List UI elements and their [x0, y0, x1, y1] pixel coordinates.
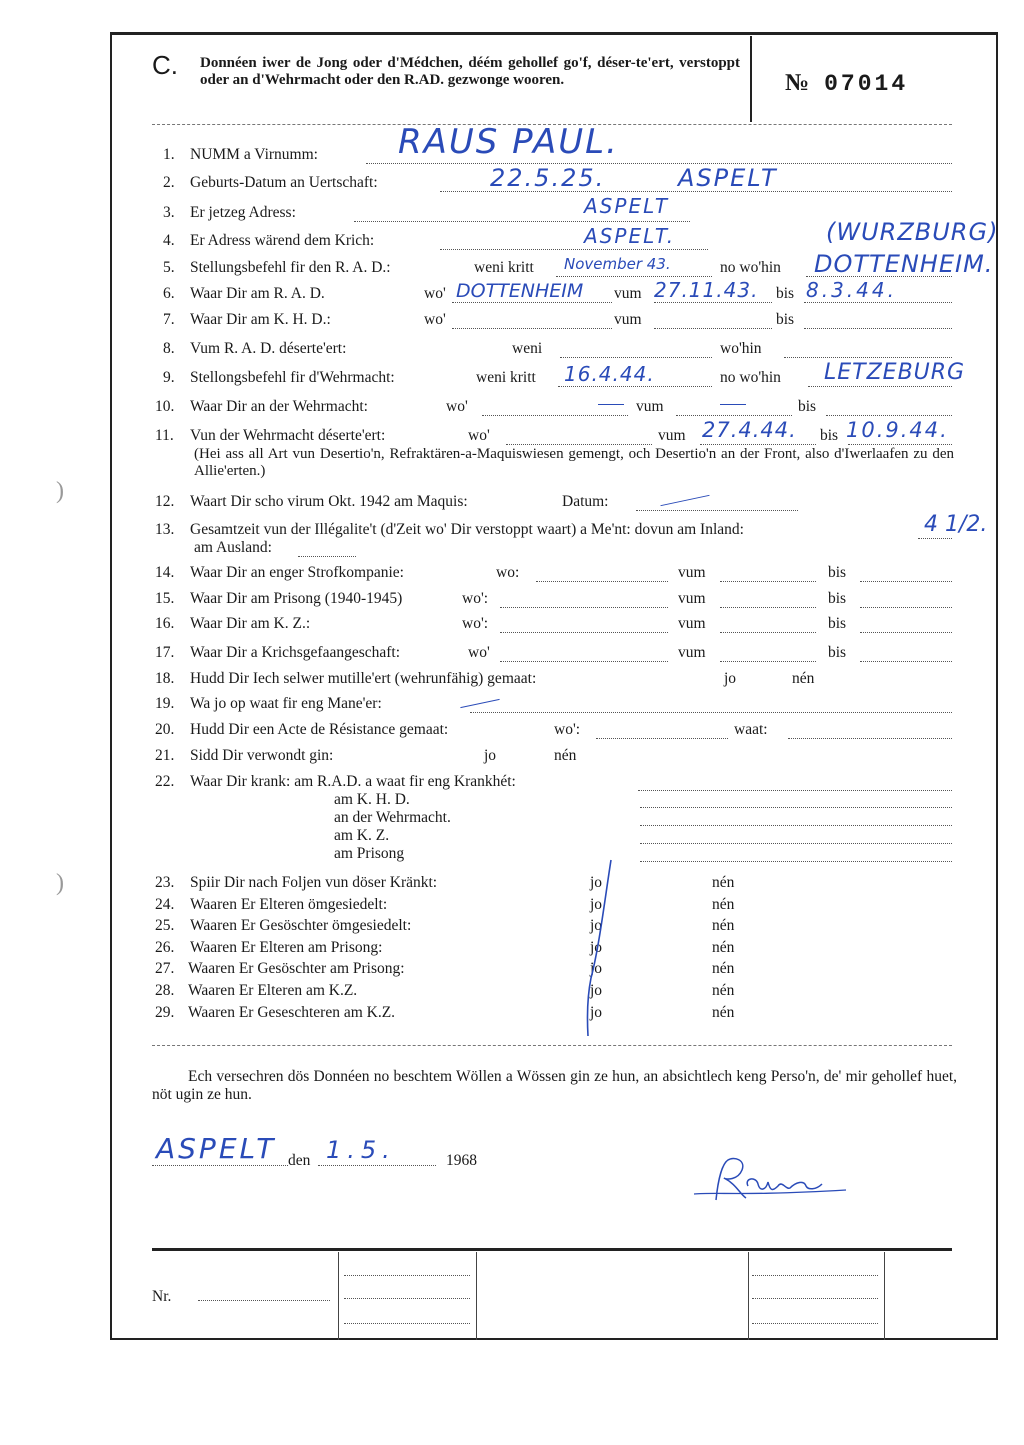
item-label: Er jetzeg Adress:: [190, 204, 296, 221]
item-number: 27.: [155, 960, 175, 977]
fill-line: [560, 357, 712, 358]
hw-address-war-extra: (WURZBURG): [826, 218, 999, 246]
footer-cell-line: [752, 1323, 878, 1324]
fill-line: [804, 302, 952, 303]
section-letter: C.: [152, 50, 178, 80]
item-label: Waar Dir a Krichsgefaangeschaft:: [190, 644, 401, 661]
nr-field: [198, 1300, 330, 1301]
item-number: 26.: [155, 939, 175, 956]
fill-line: [860, 607, 952, 608]
item-number: 14.: [155, 564, 175, 581]
fill-line: [596, 738, 728, 739]
fill-line: [700, 444, 816, 445]
item-number: 23.: [155, 874, 175, 891]
form-number: [785, 70, 908, 97]
item-mid2: vum: [658, 427, 686, 444]
footer-table: [338, 1252, 895, 1340]
item-mid1: weni: [512, 340, 543, 357]
item-mid1: jo: [590, 1004, 603, 1021]
item-number: 8.: [163, 340, 175, 357]
item-mid2: nén: [712, 960, 735, 977]
item-label: Waaren Er Geseschteren am K.Z.: [188, 1004, 396, 1021]
fill-line: [654, 302, 772, 303]
fill-line: [556, 276, 712, 277]
fill-line: [482, 415, 628, 416]
item-label: Waaren Er Elteren ömgesiedelt:: [190, 896, 388, 913]
item-label: Spiir Dir nach Foljen vun döser Kränkt:: [190, 874, 438, 891]
fill-line: [354, 221, 690, 222]
item-number: 16.: [155, 615, 175, 632]
item-mid2: nén: [792, 670, 815, 687]
item-mid3: bis: [798, 398, 817, 415]
fill-line: [918, 538, 952, 539]
footer-cell-line: [344, 1275, 470, 1276]
item-number: 3.: [163, 204, 175, 221]
fill-line: [640, 825, 952, 826]
item-label: Vun der Wehrmacht déserte'ert:: [190, 427, 386, 444]
place-field: [152, 1165, 288, 1166]
item-label: Waar Dir an der Wehrmacht:: [190, 398, 368, 415]
den-label: den: [288, 1152, 311, 1169]
fill-line: [638, 790, 952, 791]
fill-line: [636, 510, 798, 511]
footer-cell-line: [344, 1298, 470, 1299]
item-mid3: bis: [776, 285, 795, 302]
item-mid1: wo': [424, 311, 446, 328]
item-sublabel: am K. Z.: [334, 827, 390, 844]
item-number: 10.: [155, 398, 175, 415]
fill-line: [500, 661, 668, 662]
item-mid1: Datum:: [562, 493, 609, 510]
item-mid1: jo: [590, 874, 603, 891]
hw-date: 1.5.: [326, 1136, 396, 1164]
item-number: 17.: [155, 644, 175, 661]
hw-rad-order-place: DOTTENHEIM.: [814, 250, 994, 278]
item-mid2: nén: [712, 917, 735, 934]
year: 1968: [446, 1152, 477, 1169]
hw-desert-from: 27.4.44.: [702, 418, 797, 442]
fill-line: [826, 415, 952, 416]
item-label: Vum R. A. D. déserte'ert:: [190, 340, 347, 357]
item-mid1: wo':: [462, 615, 489, 632]
hw-wehrmacht-order-date: 16.4.44.: [564, 362, 655, 386]
item-number: 1.: [163, 146, 175, 163]
item-mid1: wo':: [554, 721, 581, 738]
item-mid1: jo: [590, 917, 603, 934]
item-number: 22.: [155, 773, 175, 790]
hw-address-war: ASPELT.: [584, 224, 676, 248]
item-mid2: vum: [678, 644, 706, 661]
item-mid2: vum: [636, 398, 664, 415]
item-number: 5.: [163, 259, 175, 276]
item-number: 21.: [155, 747, 175, 764]
item-number: 18.: [155, 670, 175, 687]
item-mid3: bis: [820, 427, 839, 444]
item-mid2: nén: [712, 896, 735, 913]
item-mid2: wo'hin: [720, 340, 762, 357]
item-mid2: nén: [712, 939, 735, 956]
hw-rad-from: 27.11.43.: [654, 278, 759, 302]
fill-line: [804, 328, 952, 329]
footer-cell-line: [752, 1298, 878, 1299]
item-mid1: jo: [724, 670, 737, 687]
item-label: Geburts-Datum an Uertschaft:: [190, 174, 378, 191]
item-number: 19.: [155, 695, 175, 712]
fill-line: [720, 632, 816, 633]
declaration-text: Ech versechren dös Donnéen no beschtem Wöllen a Wössen gin ze hun, an absichtlech keng Perso'n, de' mir gehollef huet, nöt ugin ze hun.: [152, 1068, 957, 1103]
fill-line: [536, 581, 668, 582]
item-mid3: bis: [776, 311, 795, 328]
item-mid2: vum: [678, 615, 706, 632]
fill-line: [640, 807, 952, 808]
item-number: 28.: [155, 982, 175, 999]
nr-label: Nr.: [152, 1288, 172, 1305]
item-mid1: jo: [590, 982, 603, 999]
item-mid3: bis: [828, 590, 847, 607]
date-field: [318, 1165, 436, 1166]
signature: [686, 1150, 856, 1215]
item-number: 15.: [155, 590, 175, 607]
item-number: 13.: [155, 521, 175, 538]
item-mid1: weni kritt: [474, 259, 534, 276]
fill-line: [452, 302, 612, 303]
item-mid1: wo': [424, 285, 446, 302]
item-label: Wa jo op waat fir eng Mane'er:: [190, 695, 382, 712]
footer-rule: [152, 1248, 952, 1251]
item-mid2: vum: [678, 564, 706, 581]
fill-line: [676, 415, 792, 416]
fill-line: [720, 581, 816, 582]
hw-desert-to: 10.9.44.: [846, 418, 949, 442]
item-mid2: vum: [614, 311, 642, 328]
fill-line: [440, 249, 708, 250]
item-mid1: jo: [484, 747, 497, 764]
item-mid3: bis: [828, 615, 847, 632]
desertion-note: (Hei ass all Art vun Desertio'n, Refraktären-a-Maquiswiesen gemengt, och Desertio'n an der Front, also d'Iwerlaafen zu den Allie'erten.): [194, 446, 954, 479]
item-label: Gesamtzeit vun der Illégalite't (d'Zeit wo' Dir verstoppt waart) a Me'nt: dovun am Inland:: [190, 521, 744, 538]
item-label: Waaren Er Elteren am K.Z.: [188, 982, 358, 999]
fill-line: [640, 843, 952, 844]
item-label: Waar Dir an enger Strofkompanie:: [190, 564, 404, 581]
fill-line: [788, 738, 952, 739]
item-mid1: wo': [468, 644, 490, 661]
fill-line: [558, 386, 712, 387]
fill-line: [640, 861, 952, 862]
hw-name: RAUS PAUL.: [398, 122, 619, 162]
hw-vertical-stroke: [583, 858, 613, 1038]
item-mid1: wo': [468, 427, 490, 444]
item-sublabel: am Prisong: [334, 845, 405, 862]
item-number: 25.: [155, 917, 175, 934]
item-label: NUMM a Virnumm:: [190, 146, 318, 163]
footer-cell-line: [344, 1323, 470, 1324]
header-divider: [750, 36, 752, 122]
item-mid2: vum: [614, 285, 642, 302]
item-label: Hudd Dir een Acte de Résistance gemaat:: [190, 721, 449, 738]
fill-line: [860, 632, 952, 633]
item-label: Waaren Er Gesöschter am Prisong:: [188, 960, 405, 977]
item-mid1: jo: [590, 939, 603, 956]
item-number: 7.: [163, 311, 175, 328]
item-mid2: nén: [712, 874, 735, 891]
fill-line: [470, 712, 952, 713]
item-mid1: jo: [590, 896, 603, 913]
punch-hole: ): [56, 870, 64, 896]
item-number: 2.: [163, 174, 175, 191]
item-label: Waaren Er Elteren am Prisong:: [190, 939, 383, 956]
item-mid1: wo:: [496, 564, 520, 581]
item-label: Stellungsbefehl fir den R. A. D.:: [190, 259, 391, 276]
item-label: Sidd Dir verwondt gin:: [190, 747, 334, 764]
item-number: 12.: [155, 493, 175, 510]
hw-dash-10b: [720, 404, 746, 405]
hw-place: ASPELT: [156, 1132, 277, 1165]
item-mid1: wo':: [462, 590, 489, 607]
hw-illegal-months: 4 1/2.: [924, 512, 988, 537]
fill-line: [848, 444, 952, 445]
item-mid2: nén: [712, 1004, 735, 1021]
item-label: Waar Dir am K. H. D.:: [190, 311, 331, 328]
item-sublabel: an der Wehrmacht.: [334, 809, 451, 826]
item-number: 11.: [155, 427, 174, 444]
item-sublabel: am Ausland:: [194, 539, 272, 556]
item-label: Hudd Dir Iech selwer mutille'ert (wehrunfähig) gemaat:: [190, 670, 537, 687]
item-label: Stellongsbefehl fir d'Wehrmacht:: [190, 369, 395, 386]
hw-rad-order-date: November 43.: [564, 255, 671, 273]
fill-line: [720, 607, 816, 608]
item-mid1: jo: [590, 960, 603, 977]
item-label: Waart Dir scho virum Okt. 1942 am Maquis:: [190, 493, 468, 510]
item-number: 20.: [155, 721, 175, 738]
item-label: Waar Dir am Prisong (1940-1945): [190, 590, 403, 607]
item-mid2: nén: [712, 982, 735, 999]
item-number: 24.: [155, 896, 175, 913]
item-mid1: wo': [446, 398, 468, 415]
item-sublabel: am K. H. D.: [334, 791, 410, 808]
item-label: Waar Dir am R. A. D.: [190, 285, 325, 302]
fill-line: [506, 444, 652, 445]
hw-rad-where: DOTTENHEIM: [456, 280, 584, 302]
item-mid2: no wo'hin: [720, 259, 781, 276]
footer-cell-line: [752, 1275, 878, 1276]
item-mid2: no wo'hin: [720, 369, 781, 386]
fill-line: [860, 661, 952, 662]
hw-birth-place: ASPELT: [678, 164, 778, 192]
fill-line: [298, 556, 356, 557]
fill-line: [720, 661, 816, 662]
item-label: Waar Dir am K. Z.:: [190, 615, 311, 632]
fill-line: [500, 632, 668, 633]
item-number: 6.: [163, 285, 175, 302]
hw-birth-date: 22.5.25.: [490, 164, 606, 192]
declaration-rule: [152, 1045, 952, 1046]
item-mid2: nén: [554, 747, 577, 764]
fill-line: [452, 328, 612, 329]
item-number: 9.: [163, 369, 175, 386]
fill-line: [500, 607, 668, 608]
fill-line: [366, 163, 952, 164]
hw-address-now: ASPELT: [584, 194, 670, 218]
punch-hole: ): [56, 478, 64, 504]
fill-line: [654, 328, 772, 329]
fill-line: [808, 386, 952, 387]
item-label: Waaren Er Gesöschter ömgesiedelt:: [190, 917, 412, 934]
item-mid1: weni kritt: [476, 369, 536, 386]
item-label: Er Adress wärend dem Krich:: [190, 232, 375, 249]
hw-rad-to: 8.3.44.: [806, 278, 897, 302]
hw-wehrmacht-order-place: LETZEBURG: [824, 360, 966, 385]
number-value: 07014: [824, 71, 909, 97]
item-mid3: bis: [828, 564, 847, 581]
item-mid2: vum: [678, 590, 706, 607]
item-label: Waar Dir krank: am R.A.D. a waat fir eng Krankhét:: [190, 773, 516, 790]
form-title: Donnéen iwer de Jong oder d'Médchen, déém gehollef go'f, déser-te'ert, verstoppt oder an d'Wehrmacht oder den R.AD. gezwonge wooren.: [200, 55, 740, 88]
hw-dash-10a: [598, 404, 624, 405]
fill-line: [784, 357, 952, 358]
item-number: 4.: [163, 232, 175, 249]
item-number: 29.: [155, 1004, 175, 1021]
item-mid3: bis: [828, 644, 847, 661]
fill-line: [860, 581, 952, 582]
number-symbol: №: [785, 70, 811, 96]
item-mid2: waat:: [734, 721, 768, 738]
